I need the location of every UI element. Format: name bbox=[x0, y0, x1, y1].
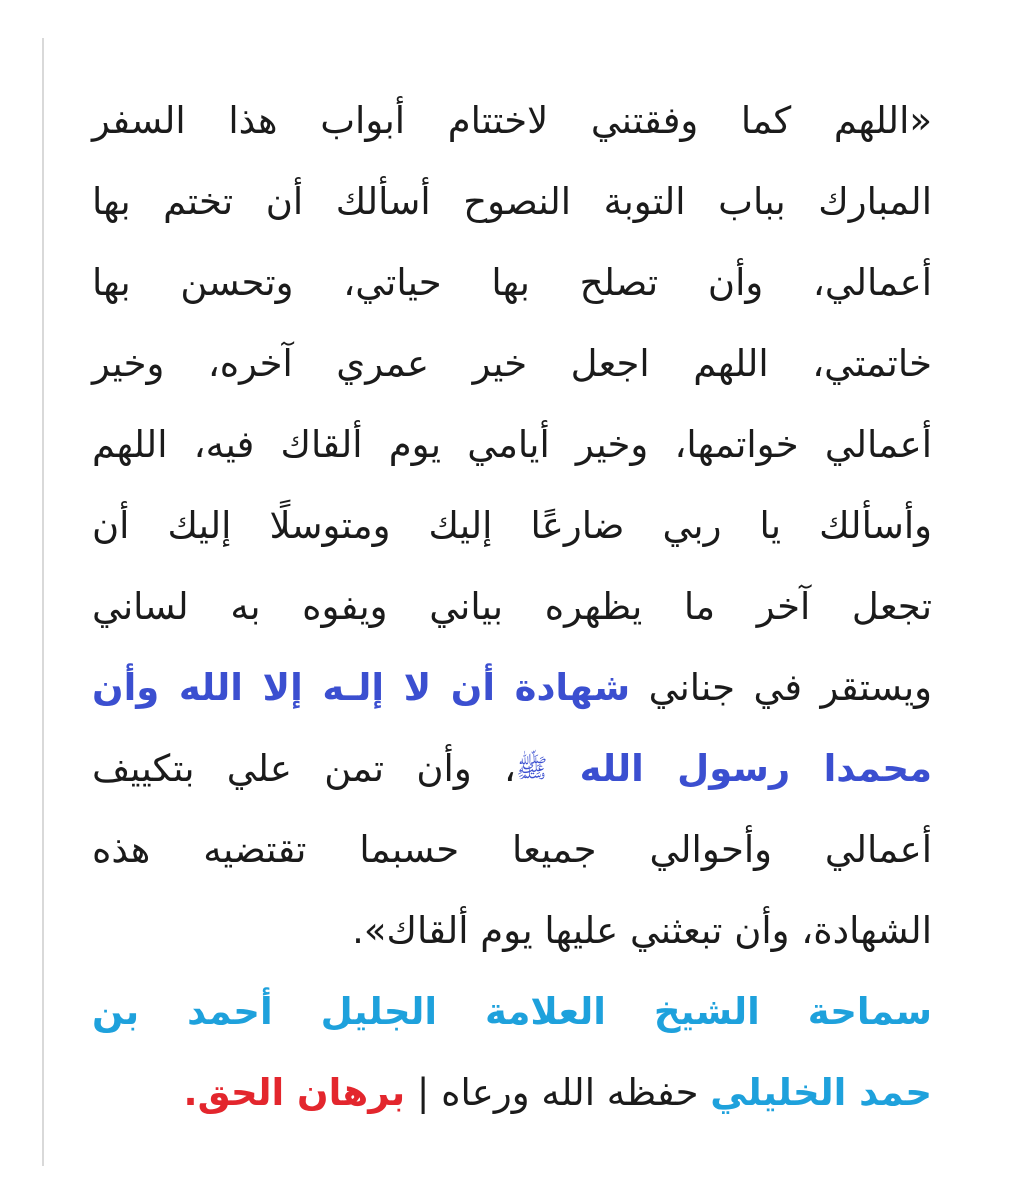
quote-line-final: الشهادة، وأن تبعثني عليها يوم ألقاك». bbox=[352, 909, 932, 952]
quote-line: خاتمتي، اللهم اجعل خير عمري آخره، وخير bbox=[92, 342, 932, 385]
quote-line-shahada-start bbox=[92, 647, 932, 728]
quote-line: أعمالي، وأن تصلح بها حياتي، وتحسن بها bbox=[92, 261, 932, 304]
author-name: حمد الخليلي bbox=[710, 1071, 932, 1114]
quote-line: أعمالي وأحوالي جميعا حسبما تقتضيه هذه bbox=[92, 828, 932, 871]
author-name-line bbox=[92, 1052, 932, 1133]
quote-line: تجعل آخر ما يظهره بياني ويفوه به لساني bbox=[92, 585, 932, 628]
quote-text-block bbox=[92, 80, 932, 1133]
quote-plain-text: ويستقر في جناني bbox=[648, 666, 932, 709]
shahada-highlight-continued: محمدا رسول الله bbox=[579, 747, 932, 790]
author-title-line: سماحة الشيخ العلامة الجليل أحمد بن bbox=[92, 990, 932, 1033]
margin-divider bbox=[42, 38, 44, 1166]
quote-line: المبارك بباب التوبة النصوح أسألك أن تختم بها bbox=[92, 180, 932, 223]
author-blessing: حفظه الله ورعاه | bbox=[416, 1071, 699, 1114]
honorific-ligature-icon: ﷺ bbox=[515, 754, 548, 784]
quote-line: وأسألك يا ربي ضارعًا إليك ومتوسلًا إليك أن bbox=[92, 504, 932, 547]
quote-plain-text: ، وأن تمن علي بتكييف bbox=[92, 747, 516, 790]
quote-line: أعمالي خواتمها، وخير أيامي يوم ألقاك فيه، اللهم bbox=[92, 423, 932, 466]
quote-line-shahada-end bbox=[92, 728, 932, 809]
source-title: برهان الحق. bbox=[183, 1071, 406, 1114]
shahada-highlight: شهادة أن لا إلـه إلا الله وأن bbox=[92, 666, 631, 709]
quote-line: «اللهم كما وفقتني لاختتام أبواب هذا السفر bbox=[92, 99, 932, 142]
